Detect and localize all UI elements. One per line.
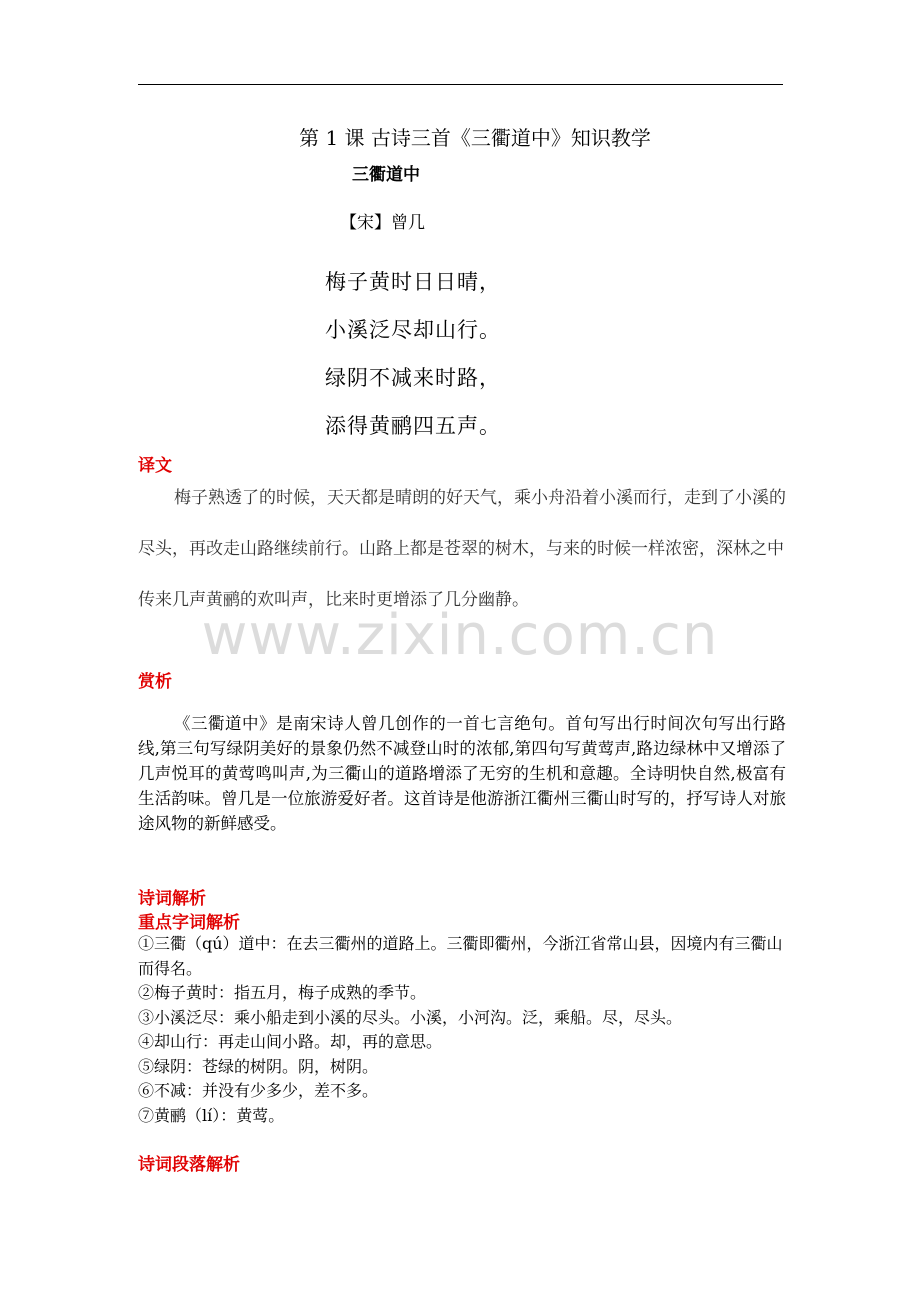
note-item: ①三衢（qú）道中：在去三衢州的道路上。三衢即衢州，今浙江省常山县，因境内有三衢山而得名。	[138, 934, 783, 978]
poem-line: 绿阴不减来时路，	[325, 366, 501, 390]
poem-line: 梅子黄时日日晴，	[325, 270, 501, 294]
poem-line: 添得黄鹂四五声。	[325, 414, 501, 438]
appreciation-heading: 赏析	[138, 672, 172, 692]
translation-text: 梅子熟透了的时候，天天都是晴朗的好天气，乘小舟沿着小溪而行，走到了小溪的尽头，再改走山路继续前行。山路上都是苍翠的树木，与来的时候一样浓密，深林之中传来几声黄鹂的欢叫声，比来时更增添了几分幽静。	[138, 488, 786, 610]
analysis-heading: 诗词解析	[138, 889, 206, 909]
keyword-heading: 重点字词解析	[138, 913, 240, 933]
poem-line: 小溪泛尽却山行。	[325, 318, 501, 342]
watermark: www.zixin.com.cn	[201, 603, 719, 668]
poem-title: 三衢道中	[352, 165, 420, 185]
header-rule	[138, 84, 783, 85]
appreciation-text: 《三衢道中》是南宋诗人曾几创作的一首七言绝句。首句写出行时间次句写出行路线,第三句写绿阴美好的景象仍然不减登山时的浓郁,第四句写黄莺声,路边绿林中又增添了几声悦耳的黄莺鸣叫声,为三衢山的道路增添了无穷的生机和意趣。全诗明快自然,极富有生活韵味。曾几是一位旅游爱好者。这首诗是他游浙江衢州三衢山时写的，抒写诗人对旅途风物的新鲜感受。	[138, 714, 786, 833]
note-item: ④却山行：再走山间小路。却，再的意思。	[138, 1032, 443, 1051]
notes-list	[138, 932, 786, 1128]
note-item: ⑥不减：并没有少多少，差不多。	[138, 1081, 379, 1100]
note-item: ⑤绿阴：苍绿的树阴。阴，树阴。	[138, 1056, 379, 1076]
translation-heading: 译文	[138, 456, 172, 476]
note-item: ②梅子黄时：指五月，梅子成熟的季节。	[138, 983, 427, 1002]
note-item: ③小溪泛尽：乘小船走到小溪的尽头。小溪，小河沟。泛，乘船。尽，尽头。	[138, 1007, 683, 1027]
paragraph-analysis-heading: 诗词段落解析	[138, 1155, 240, 1175]
poem-author: 【宋】曾几	[340, 213, 425, 233]
page-title: 第 1 课 古诗三首《三衢道中》知识教学	[299, 126, 651, 150]
note-item: ⑦黄鹂（lí）：黄莺。	[138, 1105, 285, 1125]
